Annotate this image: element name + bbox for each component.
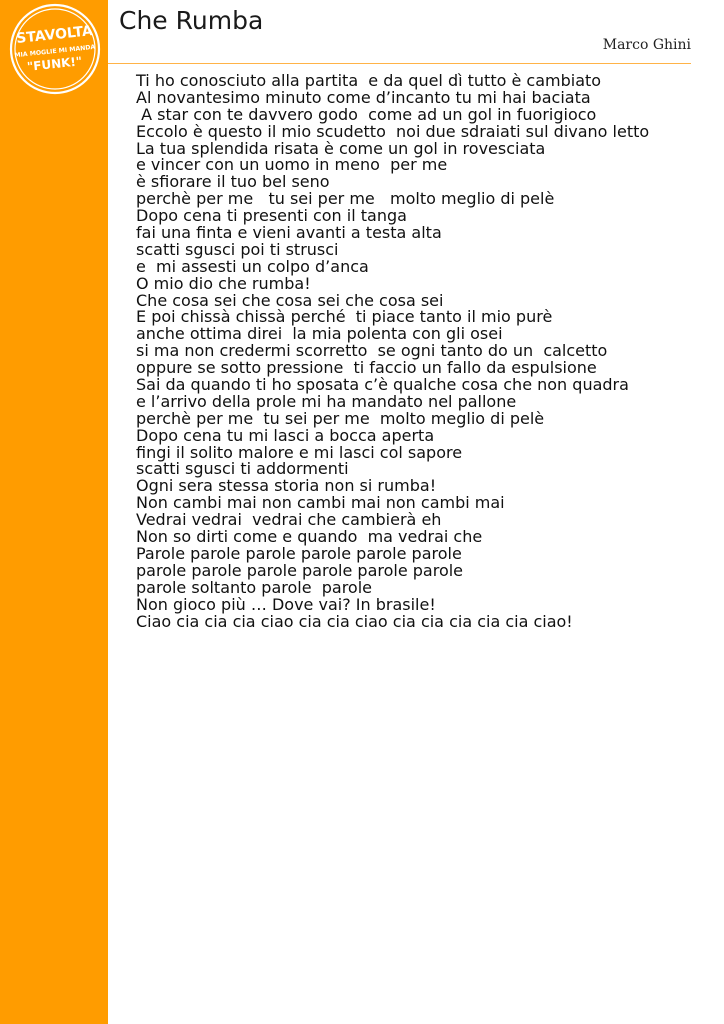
lyric-line: Non gioco più … Dove vai? In brasile! [136,594,436,614]
song-title: Che Rumba [119,6,264,35]
lyric-line: è sfiorare il tuo bel seno [136,172,330,192]
lyric-line: Non so dirti come e quando ma vedrai che [136,527,483,547]
band-logo [8,2,102,96]
lyric-line: parole soltanto parole parole [136,577,372,597]
lyric-line: fai una finta e vieni avanti a testa alta [136,223,442,243]
lyric-line: perchè per me tu sei per me molto meglio di pelè [136,189,555,209]
lyric-line: Vedrai vedrai vedrai che cambierà eh [136,510,442,530]
lyric-line: parole parole parole parole parole parole [136,560,464,580]
logo-line2: MIA MOGLIE MI MANDA [14,43,96,60]
lyric-line: La tua splendida risata è come un gol in rovesciata [136,138,546,158]
lyric-line: e vincer con un uomo in meno per me [136,155,448,175]
lyric-line: Sai da quando ti ho sposata c’è qualche cosa che non quadra [136,375,629,395]
lyric-line: Eccolo è questo il mio scudetto noi due sdraiati sul divano letto [136,121,650,141]
lyric-line: Ti ho conosciuto alla partita e da quel dì tutto è cambiato [136,71,602,90]
logo-line1: STAVOLTA [15,23,94,47]
author-name: Marco Ghini [602,37,691,53]
lyric-line: A star con te davvero godo come ad un gol in fuorigioco [136,104,597,124]
lyric-line: e l’arrivo della prole mi ha mandato nel pallone [136,391,517,411]
lyric-line: scatti sgusci poi ti strusci [136,239,339,259]
lyric-line: fingi il solito malore e mi lasci col sapore [136,442,463,462]
lyric-line: Dopo cena ti presenti con il tanga [136,206,407,226]
lyric-line: E poi chissà chissà perché ti piace tanto il mio purè [136,307,553,327]
lyric-line: si ma non credermi scorretto se ogni tanto do un calcetto [136,341,608,361]
lyric-line: Ciao cia cia cia ciao cia cia ciao cia cia cia cia cia ciao! [136,611,573,631]
lyric-line: Parole parole parole parole parole parole [136,543,462,563]
lyric-line: Al novantesimo minuto come d’incanto tu mi hai baciata [136,87,591,107]
header-divider [108,63,691,64]
lyric-line: e mi assesti un colpo d’anca [136,256,369,276]
lyric-line: Ogni sera stessa storia non si rumba! [136,476,437,496]
lyric-line: perchè per me tu sei per me molto meglio di pelè [136,408,545,428]
lyric-line: Che cosa sei che cosa sei che cosa sei [136,290,444,310]
lyric-line: anche ottima direi la mia polenta con gli osei [136,324,503,344]
lyric-line: Non cambi mai non cambi mai non cambi mai [136,493,505,513]
lyric-line: oppure se sotto pressione ti faccio un fallo da espulsione [136,358,597,378]
lyrics-list [136,73,716,630]
lyric-line: scatti sgusci ti addormenti [136,459,349,479]
logo-line3: "FUNK!" [26,54,83,74]
lyric-line: Dopo cena tu mi lasci a bocca aperta [136,425,435,445]
lyric-line: O mio dio che rumba! [136,273,311,293]
sidebar [0,0,108,1024]
